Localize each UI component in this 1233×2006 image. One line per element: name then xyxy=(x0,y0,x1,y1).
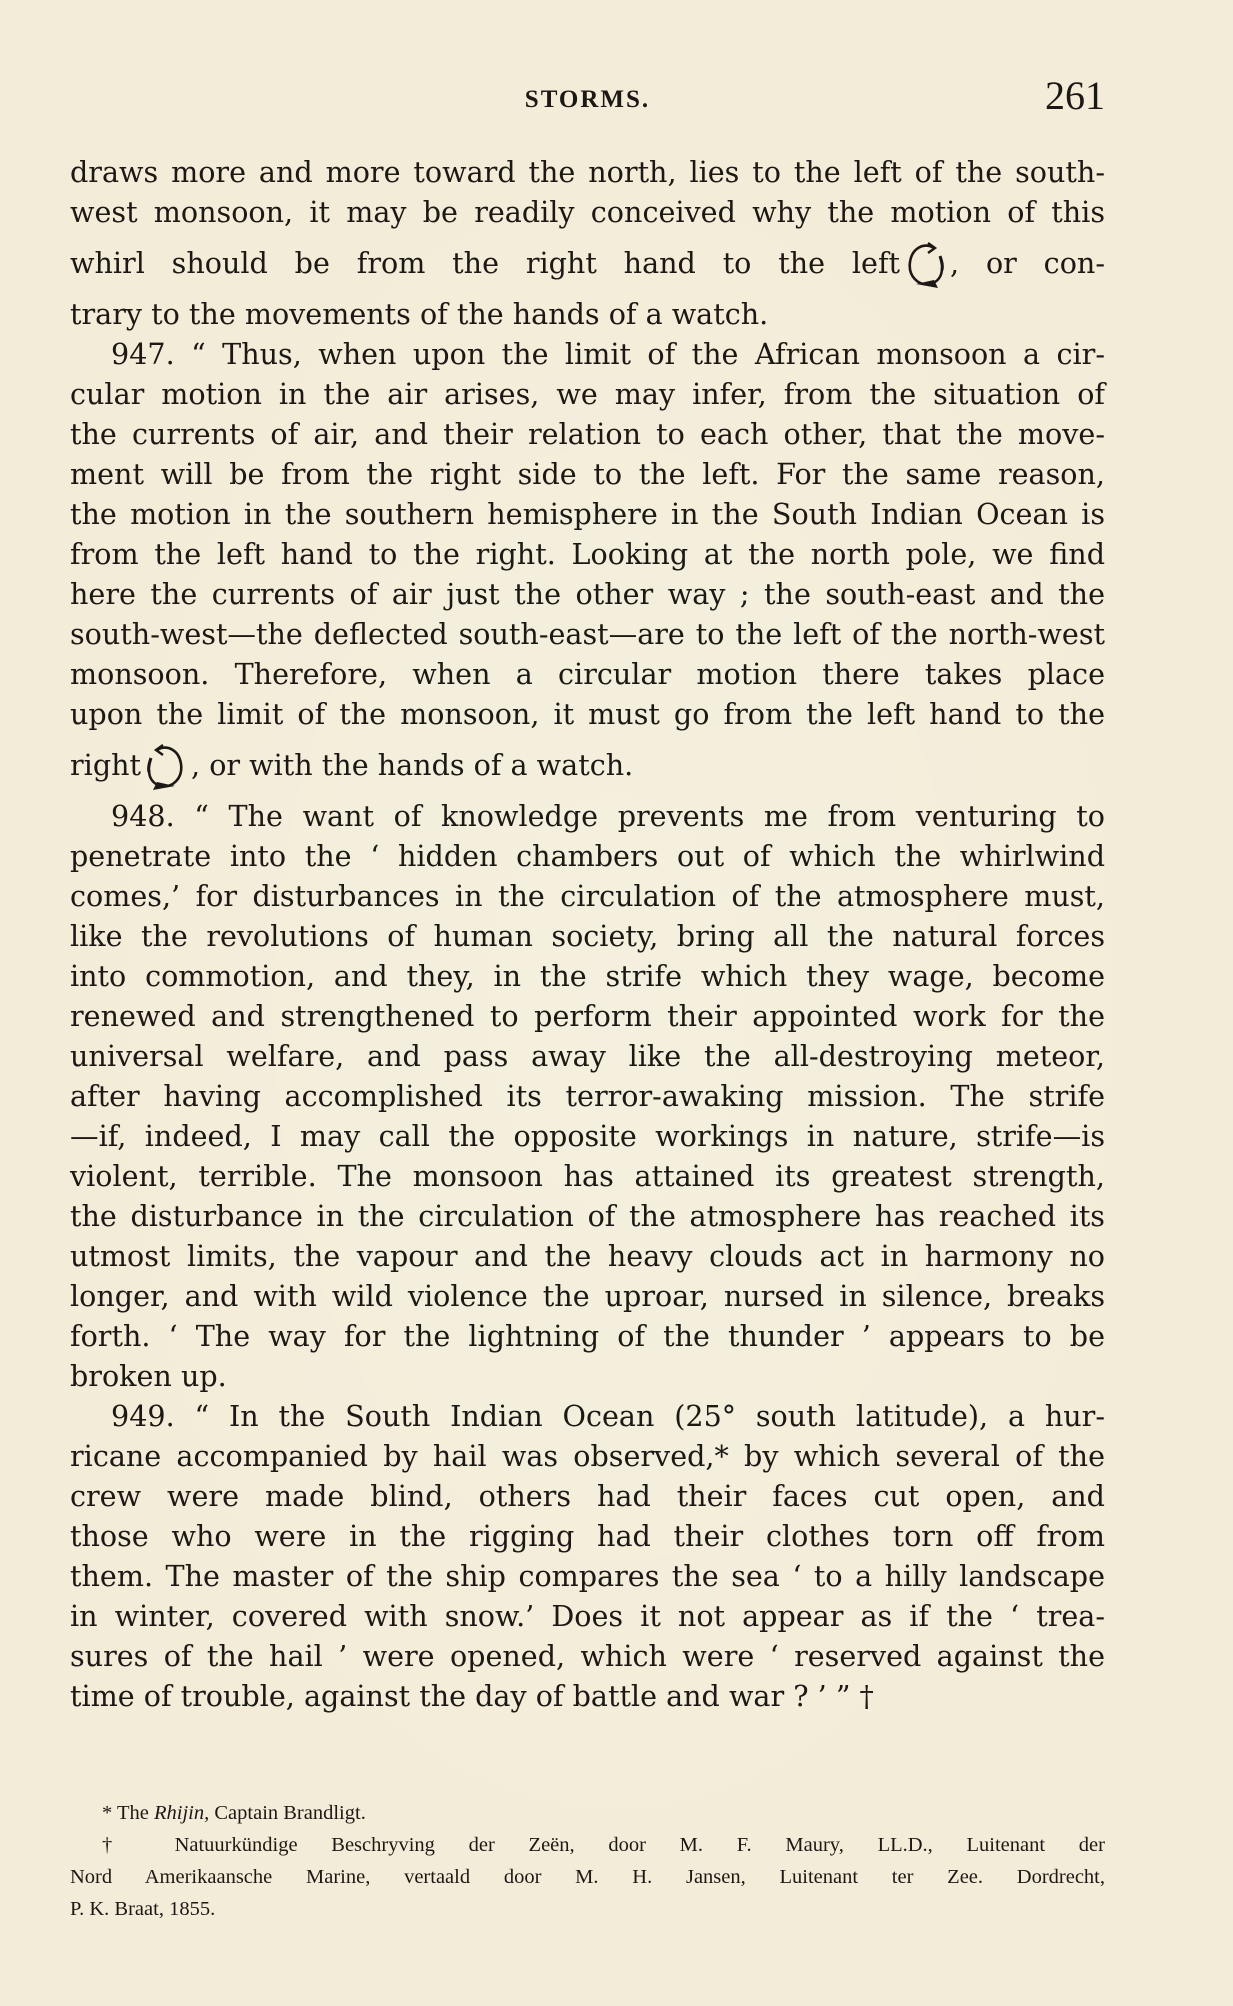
text-line-with-whirl xyxy=(70,232,1105,294)
body-text xyxy=(70,152,1105,1716)
text-line: the disturbance in the circulation of the atmosphere has reached its xyxy=(70,1199,1105,1233)
text-line: 948. “ The want of knowledge prevents me from venturing to xyxy=(111,799,1105,833)
text-line: comes,’ for disturbances in the circulation of the atmosphere must, xyxy=(70,879,1105,913)
running-head-title: STORMS. xyxy=(524,86,651,113)
text-line: west monsoon, it may be readily conceived why the motion of this xyxy=(70,195,1105,229)
text-line: monsoon. Therefore, when a circular motion there takes place xyxy=(70,657,1105,691)
footnote-ship-name: Rhijin, xyxy=(154,1802,210,1824)
text-line: draws more and more toward the north, lies to the left of the south- xyxy=(70,155,1105,189)
text-line: cular motion in the air arises, we may infer, from the situation of xyxy=(70,377,1105,411)
text-line: like the revolutions of human society, bring all the natural forces xyxy=(70,919,1105,953)
clockwise-whirl-icon xyxy=(145,742,187,794)
text-line: sures of the hail ’ were opened, which were ‘ reserved against the xyxy=(70,1639,1105,1673)
running-head xyxy=(70,72,1105,122)
text-line: —if, indeed, I may call the opposite workings in nature, strife—is xyxy=(70,1119,1105,1153)
text-line: forth. ‘ The way for the lightning of the thunder ’ appears to be xyxy=(70,1319,1105,1353)
text-line: into commotion, and they, in the strife which they wage, become xyxy=(70,959,1105,993)
text-line: violent, terrible. The monsoon has attained its greatest strength, xyxy=(70,1159,1105,1193)
text-line: time of trouble, against the day of battle and war ? ’ ” † xyxy=(70,1679,874,1713)
footnote-text: Captain Brandligt. xyxy=(214,1802,366,1824)
text-line: south-west—the deflected south-east—are to the left of the north-west xyxy=(70,617,1105,651)
page-number: 261 xyxy=(1045,73,1105,118)
text-line: renewed and strengthened to perform their appointed work for the xyxy=(70,999,1105,1033)
text-line: utmost limits, the vapour and the heavy clouds act in harmony no xyxy=(70,1239,1105,1273)
text-line: 949. “ In the South Indian Ocean (25° south latitude), a hur- xyxy=(111,1399,1105,1433)
text-segment: right xyxy=(70,748,142,782)
text-line: from the left hand to the right. Looking at the north pole, we find xyxy=(70,537,1105,571)
text-line: them. The master of the ship compares the sea ‘ to a hilly landscape xyxy=(70,1559,1105,1593)
text-line: broken up. xyxy=(70,1359,227,1393)
footnote-2-line: Nord Amerikaansche Marine, vertaald door M. H. Jansen, Luitenant ter Zee. Dordrecht, xyxy=(70,1866,1105,1888)
text-line: 947. “ Thus, when upon the limit of the African monsoon a cir- xyxy=(111,337,1105,371)
text-line: the motion in the southern hemisphere in the South Indian Ocean is xyxy=(70,497,1105,531)
counterclockwise-whirl-icon xyxy=(904,240,946,292)
footnote-text: * The xyxy=(102,1802,149,1824)
footnote-2-line: † Natuurkündige Beschryving der Zeën, door M. F. Maury, LL.D., Luitenant der xyxy=(102,1834,1105,1856)
text-line: in winter, covered with snow.’ Does it not appear as if the ‘ trea- xyxy=(70,1599,1105,1633)
text-line: penetrate into the ‘ hidden chambers out of which the whirlwind xyxy=(70,839,1105,873)
text-line: longer, and with wild violence the uproar, nursed in silence, breaks xyxy=(70,1279,1105,1313)
text-line: crew were made blind, others had their faces cut open, and xyxy=(70,1479,1105,1513)
text-line: here the currents of air just the other way ; the south-east and the xyxy=(70,577,1105,611)
text-line: trary to the movements of the hands of a watch. xyxy=(70,297,769,331)
text-line: universal welfare, and pass away like the all-destroying meteor, xyxy=(70,1039,1105,1073)
text-line: after having accomplished its terror-awaking mission. The strife xyxy=(70,1079,1105,1113)
text-line: the currents of air, and their relation to each other, that the move- xyxy=(70,417,1105,451)
text-segment: whirl should be from the right hand to the left xyxy=(70,246,901,280)
text-segment: , or with the hands of a watch. xyxy=(191,748,634,782)
footnote-2-line: P. K. Braat, 1855. xyxy=(70,1898,216,1920)
text-line-with-whirl xyxy=(70,734,1105,796)
text-line: ricane accompanied by hail was observed,* by which several of the xyxy=(70,1439,1105,1473)
text-line: ment will be from the right side to the left. For the same reason, xyxy=(70,457,1105,491)
text-line: upon the limit of the monsoon, it must go from the left hand to the xyxy=(70,697,1105,731)
text-segment: , or con- xyxy=(950,246,1105,280)
footnotes xyxy=(70,1797,1105,1925)
footnote-1 xyxy=(70,1797,1105,1829)
text-line: those who were in the rigging had their clothes torn off from xyxy=(70,1519,1105,1553)
